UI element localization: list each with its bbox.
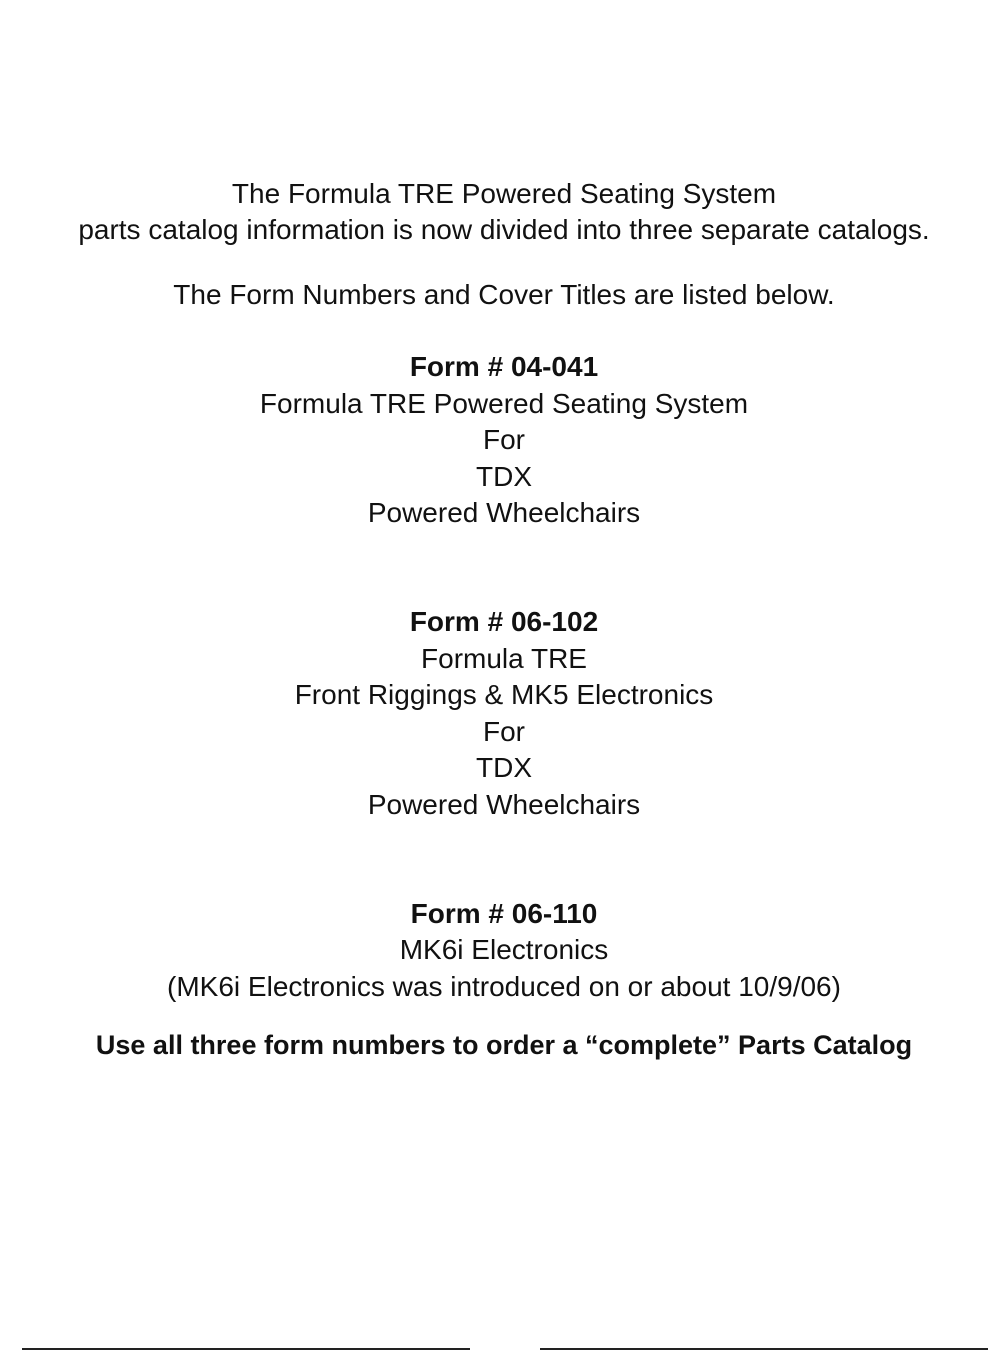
form-3-number: Form # 06-110	[410, 898, 598, 929]
form-2-title-line: TDX	[476, 752, 532, 783]
form-2-title-line: Powered Wheelchairs	[367, 789, 641, 820]
intro-line-3: The Form Numbers and Cover Titles are listed below.	[173, 279, 835, 310]
bottom-rule-right	[540, 1348, 988, 1350]
form-1-title-line: TDX	[476, 461, 532, 492]
form-1-title-line: For	[483, 424, 525, 455]
intro-line-1: The Formula TRE Powered Seating System	[231, 178, 777, 209]
form-3-title-line: MK6i Electronics	[399, 934, 609, 965]
bottom-rule-left	[22, 1348, 470, 1350]
form-2-title-line: Formula TRE	[421, 643, 587, 674]
form-1-title-line: Powered Wheelchairs	[367, 497, 641, 528]
form-3-title-line: (MK6i Electronics was introduced on or about 10/9/06)	[167, 971, 841, 1002]
form-2-title-line: For	[483, 716, 525, 747]
form-2-title-line: Front Riggings & MK5 Electronics	[294, 679, 714, 710]
form-1-number: Form # 04-041	[409, 351, 599, 382]
form-1-title-line: Formula TRE Powered Seating System	[259, 388, 749, 419]
order-instruction: Use all three form numbers to order a “complete” Parts Catalog	[95, 1030, 913, 1060]
intro-line-2: parts catalog information is now divided into three separate catalogs.	[78, 214, 930, 245]
form-2-number: Form # 06-102	[409, 606, 599, 637]
